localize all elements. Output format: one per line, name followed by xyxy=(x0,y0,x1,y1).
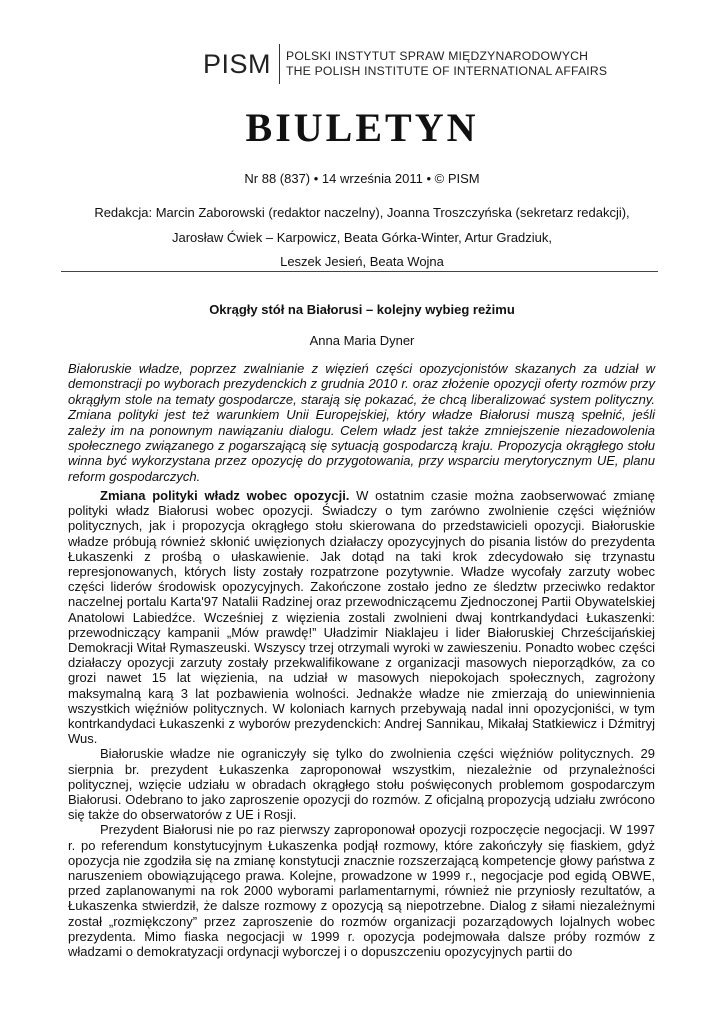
institute-name-en: THE POLISH INSTITUTE OF INTERNATIONAL AFFAIRS xyxy=(286,64,608,78)
issue-line: Nr 88 (837) • 14 września 2011 • © PISM xyxy=(244,171,480,186)
bulletin-title: BIULETYN xyxy=(245,105,479,150)
pism-logo: PISM xyxy=(203,48,272,79)
institute-names xyxy=(286,49,607,79)
paragraph-1-text: W ostatnim czasie można zaobserwować zmianę polityki władz Białorusi wobec opozycji. Świadczy o tym zarówno zwolnienie części więźniów politycznych, jak i propozycja okrągłego stołu skierowana do przedstawicieli opozycji. Białoruskie władze próbują również skłonić uwięzionych działaczy opozycyjnych do pisania listów do prezydenta Łukaszenki z prośbą o ułaskawienie. Jak dotąd na taki krok zdecydowało się trzynastu represjonowanych, których listy zostały rozpatrzone pozytywnie. Władze wycofały zarzuty wobec części liderów środowisk opozycyjnych. Zakończone zostało jedno ze śledztw przeciwko redaktor naczelnej portalu Karta'97 Natalii Radzinej oraz przewodniczącemu Zjednoczonej Partii Obywatelskiej Anatolowi Labiedźce. Wcześniej z więzienia zostali zwolnieni dwaj kontrkandydaci Łukaszenki: przewodniczący kampanii „Mów prawdę!” Uładzimir Niaklajeu i lider Białoruskiej Chrześcijańskiej Demokracji Witał Rymaszeuski. Wszyscy trzej otrzymali wyroki w zawieszeniu. Ponadto wobec części działaczy opozycji zarzuty zostały przekwalifikowane z organizacji masowych nieporządków, za co grozi nawet 15 lat więzienia, na udział w masowych niepokojach społecznych, zagrożony maksymalną karą 3 lat pozbawienia wolności. Jednakże władze nie zmierzają do uniewinnienia wszystkich więźniów politycznych. W koloniach karnych przebywają nadal inni opozycjoniści, w tym kontrkandydaci Łukaszenki z wyborów prezydenckich: Andrej Sannikau, Mikałaj Statkiewicz i Dźmitryj Wus. xyxy=(68,488,655,747)
article-abstract: Białoruskie władze, poprzez zwalnianie z więzień części opozycjonistów skazanych za udział w demonstracji po wyborach prezydenckich z grudnia 2010 r. oraz złożenie opozycji oferty rozmów przy okrągłym stole na tematy gospodarcze, starają się pokazać, że chcą liberalizować system polityczny. Zmiana polityki jest też warunkiem Unii Europejskiej, który władze Białorusi muszą spełnić, jeśli zależy im na ponownym nawiązaniu dialogu. Celem władz jest także zmniejszenie niezadowolenia społecznego związanego z pogarszającą się sytuacją gospodarczą kraju. Propozycja okrągłego stołu winna być wykorzystana przez opozycję do przygotowania, przy wsparciu merytorycznym UE, planu reform gospodarczych. xyxy=(68,361,655,484)
paragraph-3: Prezydent Białorusi nie po raz pierwszy zaproponował opozycji rozpoczęcie negocjacji. W 1997 r. po referendum konstytucyjnym Łukaszenka podjął rozmowy, które zakończyły się fiaskiem, gdyż opozycja nie zgodziła się na zmianę konstytucji znacznie rozszerzającą kompetencje głowy państwa z naruszeniem obowiązującego prawa. Kolejne, prowadzone w 1999 r., negocjacje pod egidą OBWE, przed zaplanowanymi na rok 2000 wyborami parlamentarnymi, również nie przyniosły rezultatów, a Łukaszenka stwierdził, że dalsze rozmowy z opozycją są niepotrzebne. Dialog z siłami niezależnymi został „rozmiękczony” przez zaproszenie do rozmów organizacji pozarządowych lojalnych wobec prezydenta. Mimo fiaska negocjacji w 1999 r. opozycja podejmowała dalsze próby rozmów z władzami o demokratyzacji ordynacji wyborczej i o dopuszczeniu opozycyjnych partii do xyxy=(68,822,655,960)
institute-name-pl: POLSKI INSTYTUT SPRAW MIĘDZYNARODOWYCH xyxy=(286,49,589,63)
editorial-line-1: Redakcja: Marcin Zaborowski (redaktor naczelny), Joanna Troszczyńska (sekretarz redakcji), xyxy=(94,205,630,220)
editorial-line-2: Jarosław Ćwiek – Karpowicz, Beata Górka-Winter, Artur Gradziuk, xyxy=(171,229,553,245)
header-rule xyxy=(61,271,658,272)
paragraph-1 xyxy=(68,488,655,746)
article-body xyxy=(68,488,655,959)
logo-divider xyxy=(279,44,280,84)
article-title: Okrągły stół na Białorusi – kolejny wybieg reżimu xyxy=(209,302,515,317)
editorial-line-3: Leszek Jesień, Beata Wojna xyxy=(280,254,444,269)
article-author: Anna Maria Dyner xyxy=(309,333,415,348)
institute-header xyxy=(203,44,607,84)
paragraph-2: Białoruskie władze nie ograniczyły się tylko do zwolnienia części więźniów politycznych. 29 sierpnia br. prezydent Łukaszenka zaproponował wszystkim, niezależnie od przynależności politycznej, wzięcie udziału w obradach okrągłego stołu poświęconych problemom gospodarczym Białorusi. Odebrano to jako zaproszenie opozycji do rozmów. Z oficjalną propozycją udziału zwrócono się także do obserwatorów z UE i Rosji. xyxy=(68,746,655,823)
section-lead: Zmiana polityki władz wobec opozycji. xyxy=(100,488,350,503)
editorial-board xyxy=(60,201,664,275)
